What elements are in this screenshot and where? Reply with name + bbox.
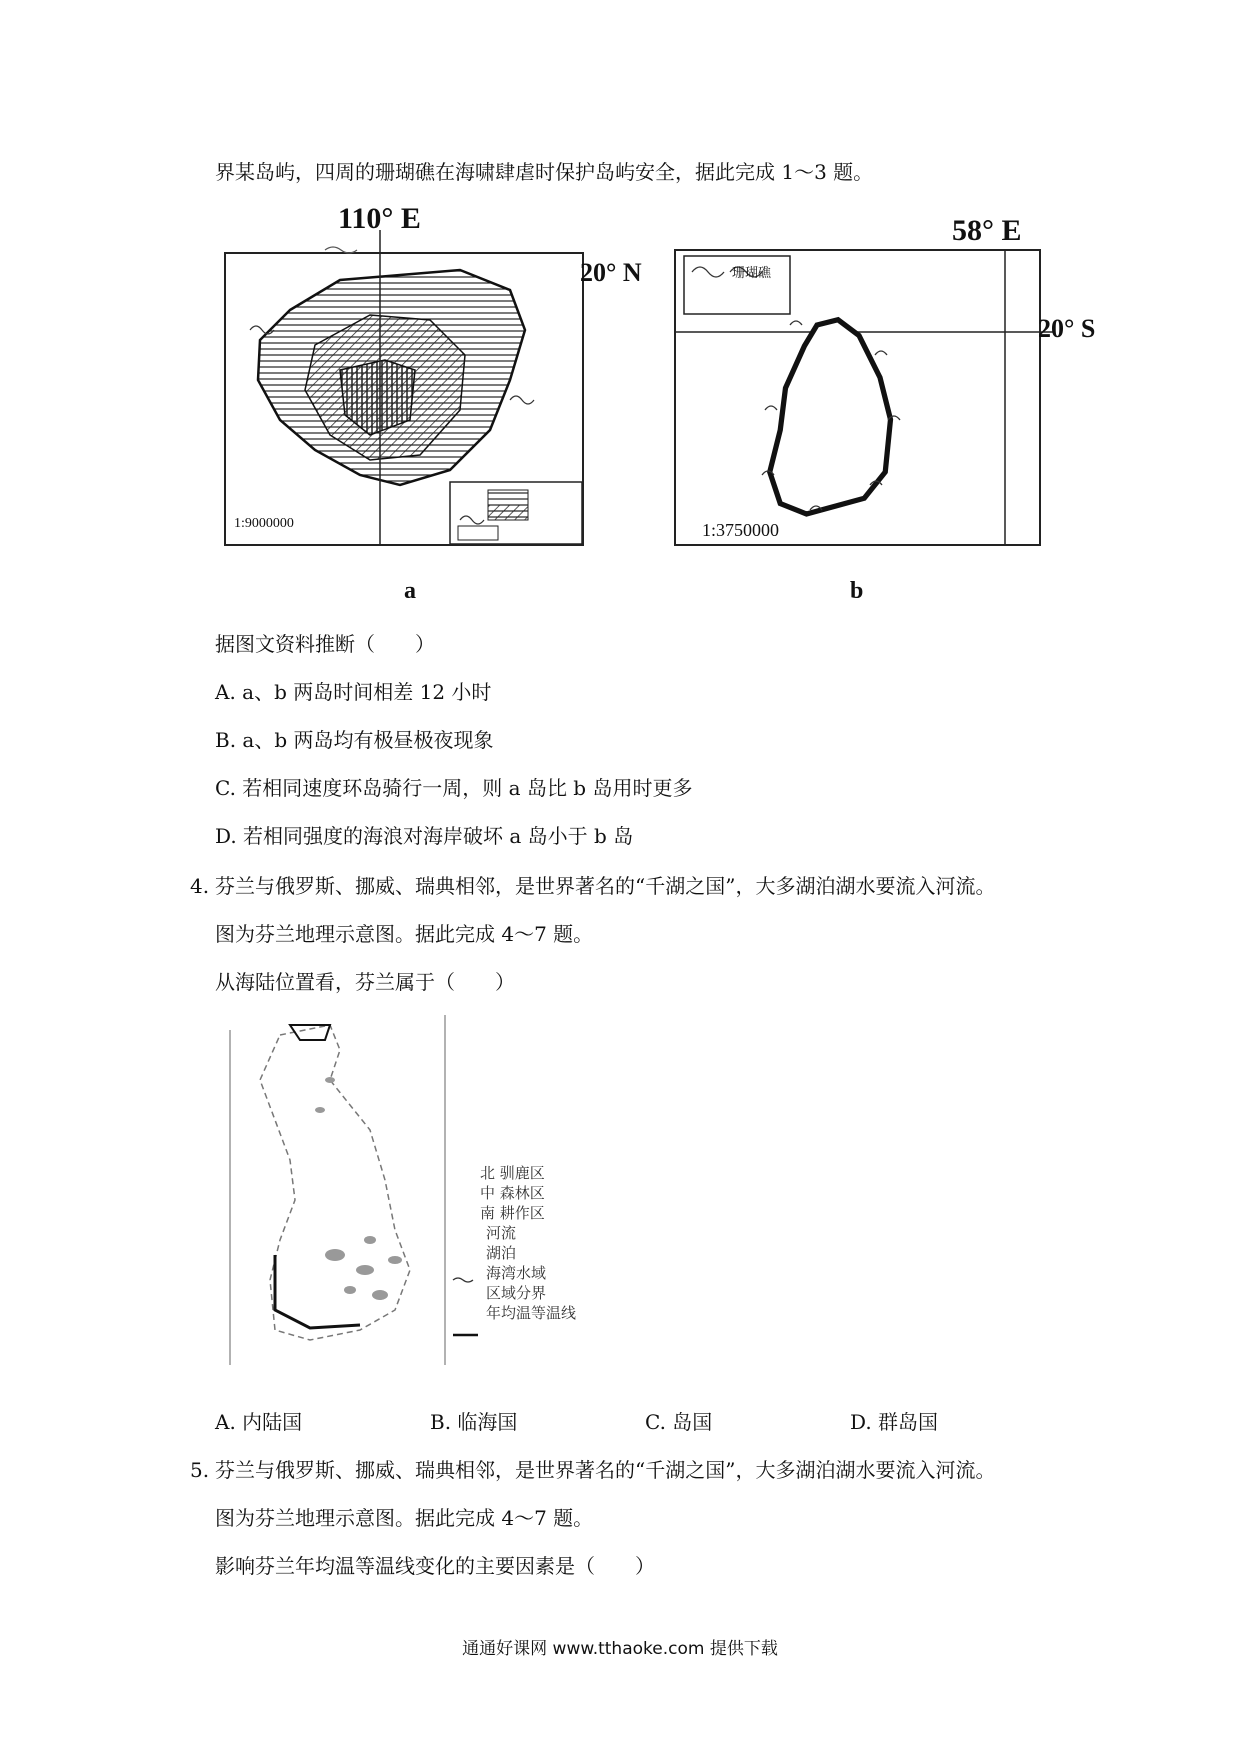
- question-stem: 据图文资料推断（ ）: [215, 632, 435, 656]
- map-b-scale: 1:3750000: [702, 520, 780, 540]
- intro-text: 界某岛屿，四周的珊瑚礁在海啸肆虐时保护岛屿安全，据此完成 1～3 题。: [215, 160, 874, 184]
- option-b: B. a、b 两岛均有极昼极夜现象: [215, 728, 494, 752]
- q4-number: 4.: [190, 874, 210, 898]
- q4-option-c: C. 岛国: [645, 1410, 713, 1434]
- q4-option-d: D. 群岛国: [850, 1410, 939, 1434]
- option-d: D. 若相同强度的海浪对海岸破坏 a 岛小于 b 岛: [215, 824, 634, 848]
- map-a: [220, 202, 642, 550]
- q4-option-a: A. 内陆国: [215, 1410, 303, 1434]
- finland-map-graphic: [220, 1010, 460, 1370]
- finland-legend-6: 海湾水域: [486, 1264, 547, 1282]
- finland-legend-8: 年均温等温线: [486, 1304, 577, 1322]
- map-b-caption: b: [850, 578, 864, 604]
- map-a-scale: 1:9000000: [234, 516, 294, 531]
- finland-legend-4: 河流: [486, 1224, 517, 1242]
- map-a-caption: a: [404, 578, 416, 604]
- finland-legend-1: 北 驯鹿区: [480, 1164, 545, 1182]
- q4-line2: 图为芬兰地理示意图。据此完成 4～7 题。: [215, 922, 594, 946]
- page-footer: 通通好课网 www.tthaoke.com 提供下载: [462, 1639, 778, 1659]
- map-a-graphic: [220, 220, 600, 550]
- option-a: A. a、b 两岛时间相差 12 小时: [215, 680, 492, 704]
- finland-legend-3: 南 耕作区: [480, 1204, 545, 1222]
- q4-line1: 芬兰与俄罗斯、挪威、瑞典相邻，是世界著名的“千湖之国”，大多湖泊湖水要流入河流。: [215, 874, 996, 898]
- q4-option-b: B. 临海国: [430, 1410, 518, 1434]
- finland-legend-5: 湖泊: [486, 1244, 517, 1262]
- map-b-graphic: [670, 220, 1060, 570]
- q5-line2: 图为芬兰地理示意图。据此完成 4～7 题。: [215, 1506, 594, 1530]
- q5-number: 5.: [190, 1458, 210, 1482]
- finland-legend-2: 中 森林区: [480, 1184, 545, 1202]
- map-b-longitude: 58° E: [952, 214, 1022, 247]
- q5-stem: 影响芬兰年均温等温线变化的主要因素是（ ）: [215, 1554, 655, 1578]
- map-a-longitude: 110° E: [338, 202, 421, 235]
- map-b-latitude: 20° S: [1038, 314, 1096, 343]
- option-c: C. 若相同速度环岛骑行一周，则 a 岛比 b 岛用时更多: [215, 776, 693, 800]
- q4-stem: 从海陆位置看，芬兰属于（ ）: [215, 970, 515, 994]
- finland-legend-7: 区域分界: [486, 1284, 547, 1302]
- map-a-latitude: 20° N: [580, 258, 642, 287]
- q5-line1: 芬兰与俄罗斯、挪威、瑞典相邻，是世界著名的“千湖之国”，大多湖泊湖水要流入河流。: [215, 1458, 996, 1482]
- map-b: [670, 214, 1096, 570]
- map-b-legend: 珊瑚礁: [732, 265, 772, 280]
